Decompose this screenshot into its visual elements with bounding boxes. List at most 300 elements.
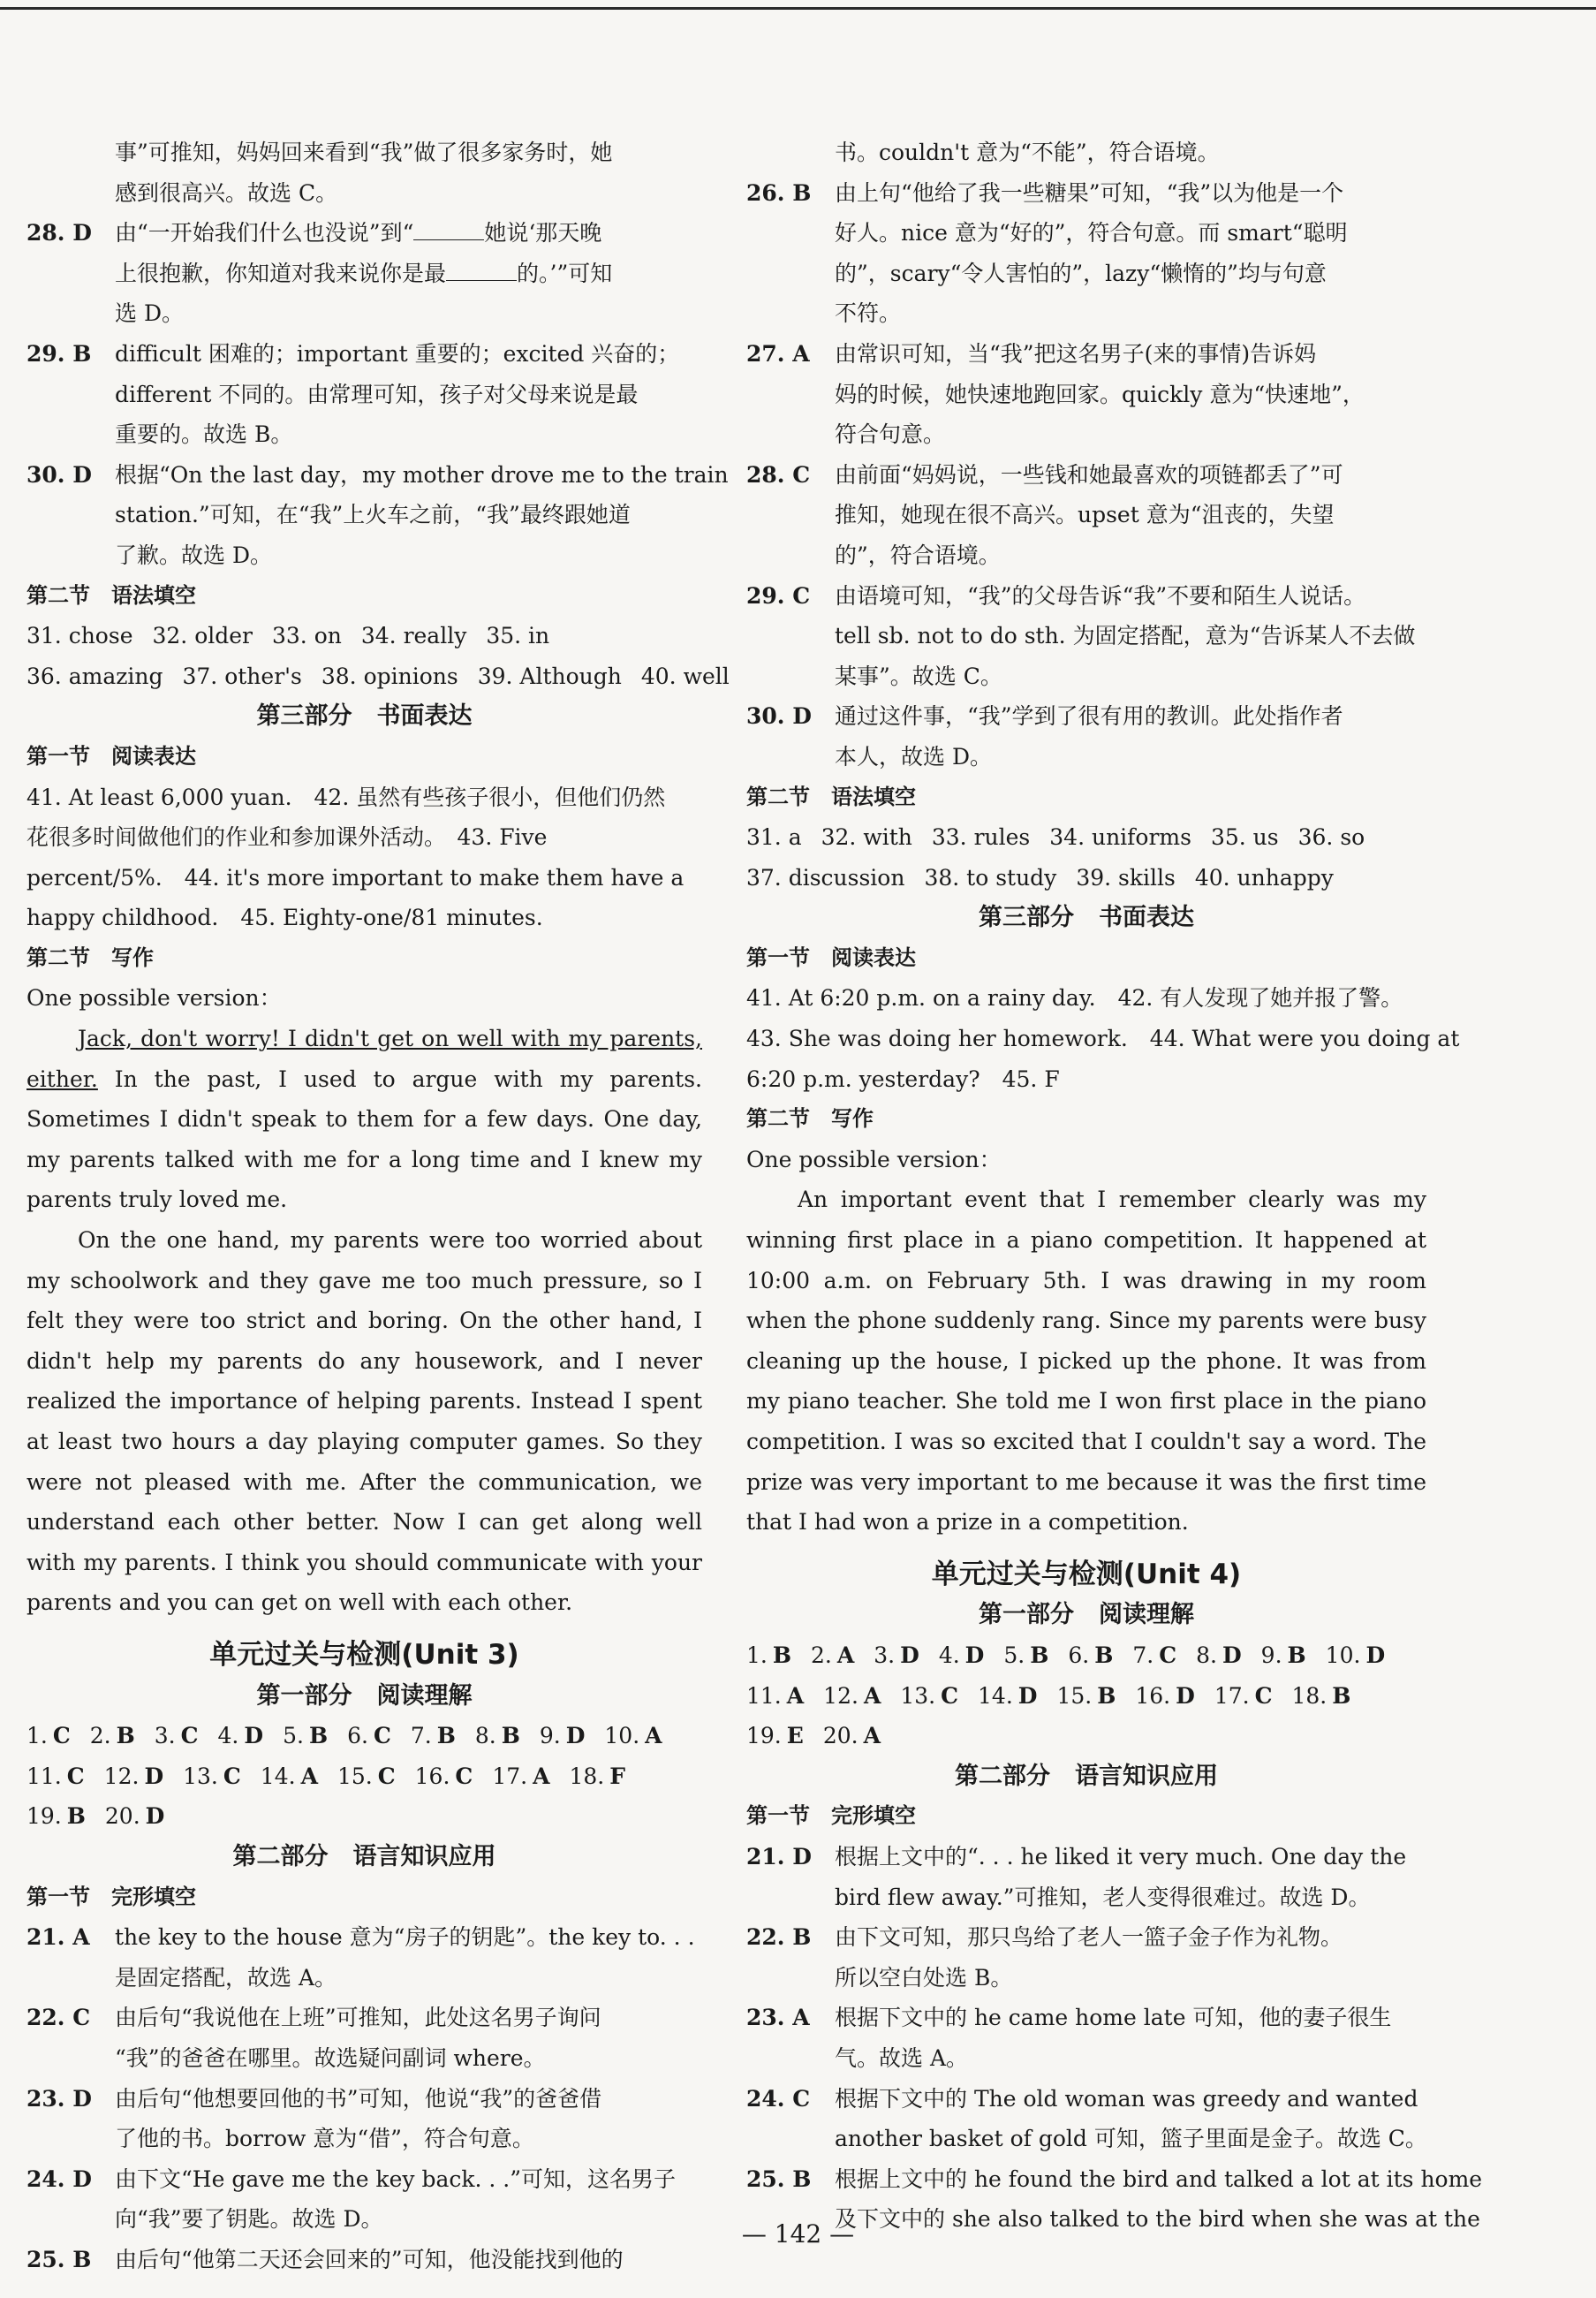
answer-cell-number: 18. — [1291, 1682, 1327, 1709]
part-title: 书面表达 — [376, 702, 473, 731]
answer-cell-letter: B — [1030, 1642, 1049, 1668]
section-heading-writing — [26, 938, 702, 979]
answer-number: 21. A — [26, 1924, 90, 1951]
blank-line — [413, 222, 484, 240]
answer-number: 30. D — [26, 461, 92, 488]
grammar-answers-row — [26, 616, 702, 656]
text-line: 是固定搭配，故选 A。 — [115, 1964, 337, 1991]
answer-cell-letter: A — [836, 1642, 855, 1668]
grammar-answer: 36. so — [1297, 824, 1365, 851]
section-number: 第一节 — [746, 944, 810, 970]
answer-cell-letter: C — [1254, 1682, 1273, 1709]
underlined-text: Jack, don't worry! I didn't get on well with my parents, — [78, 1026, 702, 1052]
blank-line — [446, 262, 517, 281]
answer-number: 25. B — [746, 2165, 812, 2192]
answer-cell-number: 3. — [154, 1723, 176, 1749]
answer-cell-number: 14. — [978, 1682, 1013, 1709]
answer-cell-number: 8. — [1196, 1642, 1217, 1668]
answer-cell-letter: B — [66, 1803, 86, 1830]
answer-cell — [569, 1756, 625, 1797]
text-line: 由前面“妈妈说，一些钱和她最喜欢的项链都丢了”可 — [835, 461, 1343, 488]
grammar-answers-row — [26, 656, 730, 697]
answer-28 — [26, 213, 702, 334]
answer-cell-letter: C — [455, 1763, 473, 1789]
text-line: 向“我”要了钥匙。故选 D。 — [115, 2206, 383, 2233]
section-title: 语法填空 — [111, 582, 196, 608]
answer-cell-letter: D — [900, 1642, 919, 1668]
top-rule — [0, 7, 1596, 10]
answer-cell-letter: D — [1017, 1682, 1038, 1709]
section-heading-writing — [746, 1099, 1426, 1140]
answer-cell-letter: E — [786, 1723, 804, 1749]
grammar-answer: 32. older — [152, 623, 253, 649]
answer-cell-number: 20. — [822, 1723, 859, 1749]
text-line: station.”可知，在“我”上火车之前，“我”最终跟她道 — [115, 502, 631, 528]
answer-cell — [411, 1716, 456, 1756]
answer-cell-letter: D — [144, 1763, 164, 1789]
text-line: 了歉。故选 D。 — [115, 542, 272, 568]
grammar-answer: 40. unhappy — [1194, 864, 1334, 891]
answer-cell — [337, 1756, 396, 1797]
answer-cell-letter: A — [533, 1763, 550, 1789]
answer-cell-letter: A — [786, 1682, 805, 1709]
text-line: 由下文“He gave me the key back. . .”可知，这名男子 — [115, 2165, 677, 2192]
section-heading-cloze — [746, 1796, 1426, 1837]
answer-cell-number: 9. — [1260, 1642, 1282, 1668]
answer-cell-letter: D — [1365, 1642, 1386, 1668]
part-number: 第三部分 — [979, 904, 1074, 932]
answer-number: 25. B — [26, 2246, 92, 2272]
underlined-text: either. — [26, 1066, 98, 1092]
part-title: 阅读理解 — [1099, 1601, 1194, 1629]
answer-cell — [90, 1716, 135, 1756]
part-heading-language — [26, 1837, 702, 1877]
sample-label: One possible version： — [26, 985, 282, 1012]
answer-number: 21. D — [746, 1843, 812, 1869]
answer-cell — [874, 1635, 919, 1676]
answer-cell-number: 3. — [874, 1642, 896, 1668]
part-heading-writing — [26, 696, 702, 737]
section-title: 完形填空 — [831, 1803, 916, 1829]
answer-number: 22. B — [746, 1924, 812, 1951]
grammar-answer: 39. Although — [477, 663, 622, 689]
answers-row — [26, 1756, 702, 1797]
answer-number: 28. C — [746, 461, 811, 488]
answer-cell — [155, 1716, 199, 1756]
answer-cell-letter: B — [436, 1723, 456, 1749]
text-line: 6:20 p.m. yesterday? 45. F — [746, 1066, 1060, 1092]
answer-cell-number: 5. — [283, 1723, 304, 1749]
answer-27-continued — [26, 133, 702, 213]
answer-cell — [1135, 1676, 1194, 1717]
answer-number: 22. C — [26, 2005, 91, 2031]
right-column — [746, 133, 1483, 2240]
answer-cell-number: 12. — [823, 1682, 859, 1709]
text-fragment: 由“一开始我们什么也没说”到“ — [115, 220, 414, 246]
answer-cell-letter: B — [308, 1723, 329, 1749]
answer-cell-letter: B — [116, 1723, 135, 1749]
answer-cell — [415, 1756, 473, 1797]
section-number: 第一节 — [26, 1884, 90, 1909]
grammar-answer: 35. us — [1210, 824, 1279, 851]
text-line: 重要的。故选 B。 — [115, 421, 293, 448]
grammar-answer: 33. on — [272, 623, 342, 649]
text-line: 的”，scary“令人害怕的”，lazy“懒惰的”均与句意 — [835, 260, 1327, 286]
section-title: 写作 — [111, 944, 154, 970]
answer-cell-letter: B — [1287, 1642, 1306, 1668]
answer-cell — [283, 1716, 328, 1756]
answer-cell-number: 4. — [938, 1642, 960, 1668]
answer-cell-letter: C — [66, 1763, 85, 1789]
part-number: 第一部分 — [979, 1601, 1074, 1629]
text-line: another basket of gold 可知，篮子里面是金子。故选 C。 — [835, 2126, 1427, 2152]
answer-cell-number: 4. — [217, 1723, 239, 1749]
text-line: 妈的时候，她快速地跑回家。quickly 意为“快速地”， — [835, 381, 1365, 407]
text-line: 由下文可知，那只鸟给了老人一篮子金子作为礼物。 — [835, 1924, 1343, 1951]
answer-cell-number: 15. — [1056, 1682, 1093, 1709]
text-line: 好人。nice 意为“好的”，符合句意。而 smart“聪明 — [835, 220, 1348, 246]
part-number: 第三部分 — [256, 702, 352, 731]
cloze-answer-21 — [746, 1837, 1426, 1917]
answer-cell — [105, 1796, 164, 1837]
answer-cell-number: 19. — [26, 1803, 62, 1830]
answer-number: 24. C — [746, 2085, 811, 2112]
answer-cell — [26, 1796, 86, 1837]
answer-cell — [1003, 1635, 1048, 1676]
section-heading-reading — [26, 737, 702, 777]
text-line: 推知，她现在很不高兴。upset 意为“沮丧的，失望 — [835, 502, 1335, 528]
part-title: 语言知识应用 — [352, 1842, 496, 1870]
page-number: — 142 — — [741, 2219, 855, 2249]
section-title: 语法填空 — [831, 784, 916, 809]
answer-cell — [347, 1716, 391, 1756]
essay-paragraph: On the one hand, my parents were too worried about my schoolwork and they gave me too much pressure, so I felt they were too strict and boring. On the other hand, I didn't help my parents do any housework, and I never realized the importance of helping parents. Instead I spent at least two hours a day playing computer games. So they were not pleased with me. After the communication, we understand each other better. Now I can get along well with my parents. I think you should communicate with your parents and you can get on well with each other. — [26, 1227, 702, 1616]
section-number: 第二节 — [746, 784, 810, 809]
answer-cell — [978, 1676, 1037, 1717]
answer-cell-letter: C — [52, 1723, 71, 1749]
part-number: 第一部分 — [256, 1681, 352, 1710]
answer-cell — [1056, 1676, 1116, 1717]
part-title: 书面表达 — [1099, 904, 1194, 932]
answer-cell — [900, 1676, 958, 1717]
answer-cell — [261, 1756, 318, 1797]
cloze-answer-29 — [746, 576, 1426, 697]
text-line: 根据“On the last day，my mother drove me to the train — [115, 461, 729, 488]
part-number: 第二部分 — [232, 1842, 329, 1870]
grammar-answer: 37. discussion — [746, 864, 905, 891]
text-fragment: 的。’”可知 — [517, 260, 613, 286]
section-heading-grammar — [746, 777, 1426, 818]
answer-cell-letter: A — [863, 1682, 881, 1709]
grammar-answer: 38. to study — [924, 864, 1057, 891]
answer-cell-letter: B — [1094, 1642, 1114, 1668]
grammar-answer: 31. a — [746, 824, 802, 851]
answer-cell-letter: C — [1159, 1642, 1177, 1668]
answer-cell — [746, 1676, 804, 1717]
cloze-answer-23 — [26, 2079, 702, 2159]
answer-number: 29. C — [746, 582, 811, 609]
text-line: 由上句“他给了我一些糖果”可知，“我”以为他是一个 — [835, 179, 1344, 206]
grammar-answer: 36. amazing — [26, 663, 163, 689]
cloze-answer-30 — [746, 696, 1426, 777]
answer-cell-letter: A — [863, 1723, 881, 1749]
answer-cell-number: 13. — [900, 1682, 936, 1709]
answer-cell-letter: D — [1176, 1682, 1195, 1709]
text-line: 本人，故选 D。 — [835, 743, 992, 770]
part-heading-writing — [746, 898, 1426, 938]
grammar-answer: 35. in — [486, 623, 550, 649]
answer-cell-letter: D — [1222, 1642, 1242, 1668]
cloze-answer-27 — [746, 334, 1426, 455]
answer-number: 23. D — [26, 2085, 92, 2112]
cloze-answer-28 — [746, 455, 1426, 576]
answer-cell-letter: C — [373, 1723, 391, 1749]
answer-cell-letter: D — [565, 1723, 586, 1749]
answer-cell — [218, 1716, 264, 1756]
text-line: 43. She was doing her homework. 44. What were you doing at — [746, 1026, 1460, 1052]
grammar-answers-row — [746, 817, 1426, 858]
answer-cell-letter: C — [223, 1763, 241, 1789]
answer-cell-number: 18. — [569, 1763, 605, 1789]
cloze-answer-24 — [746, 2079, 1426, 2159]
section-number: 第一节 — [26, 743, 90, 769]
answers-row — [746, 1716, 1426, 1756]
part-title: 阅读理解 — [376, 1681, 473, 1710]
answer-cell-number: 19. — [746, 1723, 782, 1749]
answer-cell-number: 16. — [1135, 1682, 1171, 1709]
text-line: 了他的书。borrow 意为“借”，符合句意。 — [115, 2126, 534, 2152]
answer-cell — [492, 1756, 549, 1797]
section-number: 第二节 — [746, 1106, 810, 1132]
answer-cell-letter: B — [1097, 1682, 1116, 1709]
grammar-answer: 38. opinions — [321, 663, 458, 689]
unit-title: 单元过关与检测(Unit 4) — [931, 1558, 1242, 1590]
answer-cell-number: 1. — [746, 1642, 768, 1668]
answer-number: 28. D — [26, 220, 92, 246]
grammar-answer: 34. really — [360, 623, 467, 649]
answer-cell-letter: C — [941, 1682, 959, 1709]
answer-cell — [1132, 1635, 1176, 1676]
text-line: 感到很高兴。故选 C。 — [115, 179, 338, 206]
text-line: happy childhood. 45. Eighty-one/81 minutes. — [26, 905, 543, 931]
text-line: 不符。 — [835, 300, 902, 327]
text-line: 根据下文中的 The old woman was greedy and wanted — [835, 2085, 1418, 2112]
answer-cell — [939, 1635, 985, 1676]
answer-cell-number: 15. — [337, 1763, 373, 1789]
text-line: 事”可推知，妈妈回来看到“我”做了很多家务时，她 — [115, 140, 613, 165]
grammar-answer: 34. uniforms — [1049, 824, 1191, 851]
grammar-answers-row — [746, 858, 1426, 899]
section-number: 第一节 — [746, 1803, 810, 1829]
answer-cell — [823, 1676, 881, 1717]
section-title: 写作 — [831, 1106, 874, 1132]
text-fragment: 她说‘那天晚 — [484, 220, 602, 246]
unit-title: 单元过关与检测(Unit 3) — [209, 1638, 519, 1671]
part-heading-language — [746, 1756, 1426, 1797]
answer-cell-number: 16. — [414, 1763, 450, 1789]
answer-cell-number: 10. — [604, 1723, 640, 1749]
section-number: 第二节 — [26, 582, 90, 608]
answer-cell-letter: B — [501, 1723, 520, 1749]
text-line: bird flew away.”可推知，老人变得很难过。故选 D。 — [835, 1884, 1371, 1910]
answer-cell-number: 17. — [1214, 1682, 1250, 1709]
text-line: 所以空白处选 B。 — [835, 1964, 1013, 1991]
answer-cell-number: 20. — [104, 1803, 140, 1830]
answer-cell-number: 6. — [1068, 1642, 1090, 1668]
essay-paragraph — [26, 1019, 702, 1220]
text-line: 根据上文中的“. . . he liked it very much. One day the — [835, 1843, 1407, 1869]
answer-cell-number: 12. — [103, 1763, 140, 1789]
answers-row — [26, 1796, 702, 1837]
answer-cell — [26, 1756, 85, 1797]
text-line: 选 D。 — [115, 300, 184, 327]
answer-number: 26. B — [746, 179, 812, 206]
grammar-answer: 33. rules — [931, 824, 1031, 851]
answer-number: 23. A — [746, 2005, 810, 2031]
answer-29 — [26, 334, 702, 455]
part-number: 第二部分 — [955, 1762, 1050, 1790]
cloze-answer-22 — [746, 1917, 1426, 1998]
answer-number: 27. A — [746, 340, 810, 367]
text-line: 符合句意。 — [835, 421, 946, 448]
answer-cell — [1068, 1635, 1113, 1676]
answer-cell-number: 5. — [1003, 1642, 1025, 1668]
part-title: 语言知识应用 — [1075, 1762, 1218, 1790]
text-line — [115, 213, 702, 254]
section-title: 阅读表达 — [111, 743, 196, 769]
answer-cell — [183, 1756, 241, 1797]
answer-cell — [811, 1635, 854, 1676]
answer-cell — [104, 1756, 163, 1797]
cloze-answer-26 — [746, 173, 1426, 334]
section-title: 完形填空 — [111, 1884, 196, 1909]
section-title: 阅读表达 — [831, 944, 916, 970]
sample-label: One possible version： — [746, 1146, 1002, 1172]
answer-cell-number: 2. — [89, 1723, 111, 1749]
answer-30 — [26, 455, 729, 576]
answer-cell — [1326, 1635, 1385, 1676]
text-line: “我”的爸爸在哪里。故选疑问副词 where。 — [115, 2044, 546, 2071]
answer-cell-letter: D — [964, 1642, 985, 1668]
answer-cell-number: 7. — [1132, 1642, 1154, 1668]
answer-cell-number: 1. — [26, 1723, 48, 1749]
section-heading-grammar — [26, 576, 702, 617]
answer-cell — [823, 1716, 881, 1756]
text-line: 由常识可知，当“我”把这名男子(来的事情)告诉妈 — [835, 340, 1317, 367]
answer-cell-number: 11. — [746, 1682, 782, 1709]
grammar-answer: 40. well — [640, 663, 730, 689]
section-heading-reading — [746, 938, 1426, 979]
text-line: 某事”。故选 C。 — [835, 663, 1002, 689]
section-number: 第二节 — [26, 944, 90, 970]
text-line: 的”，符合语境。 — [835, 542, 1001, 568]
answers-row — [746, 1676, 1426, 1717]
text-line: 41. At 6:20 p.m. on a rainy day. 42. 有人发现了她并报了警。 — [746, 985, 1403, 1012]
answer-cell-letter: C — [180, 1723, 199, 1749]
answer-cell-number: 6. — [347, 1723, 368, 1749]
grammar-answer: 39. skills — [1076, 864, 1176, 891]
answer-cell — [1214, 1676, 1273, 1717]
text-line: 41. At least 6,000 yuan. 42. 虽然有些孩子很小，但他们仍然 — [26, 784, 666, 810]
answer-cell — [604, 1716, 662, 1756]
text-line: tell sb. not to do sth. 为固定搭配，意为“告诉某人不去做 — [835, 623, 1416, 649]
answer-cell-number: 11. — [26, 1763, 62, 1789]
part-heading-reading — [26, 1676, 702, 1717]
answer-cell-number: 7. — [410, 1723, 432, 1749]
answer-cell-number: 8. — [474, 1723, 496, 1749]
text-line: the key to the house 意为“房子的钥匙”。the key to. . . — [115, 1924, 695, 1951]
text-line: 及下文中的 she also talked to the bird when she was at the — [835, 2206, 1480, 2233]
answer-cell — [1196, 1635, 1242, 1676]
essay-text: In the past, I used to argue with my parents. Sometimes I didn't speak to them for a few days. One day, my parents talked with me for a long time and I knew my parents truly loved me. — [26, 1066, 702, 1213]
text-line: 由后句“他第二天还会回来的”可知，他没能找到他的 — [115, 2246, 624, 2272]
answer-cell-letter: C — [377, 1763, 396, 1789]
answers-row — [26, 1716, 702, 1756]
answer-cell — [1261, 1635, 1306, 1676]
answers-row — [746, 1635, 1426, 1676]
text-line: different 不同的。由常理可知，孩子对父母来说是最 — [115, 381, 639, 407]
answer-cell — [475, 1716, 520, 1756]
answer-cell-number: 2. — [811, 1642, 832, 1668]
answer-number: 24. D — [26, 2165, 92, 2192]
answer-cell-letter: B — [1332, 1682, 1351, 1709]
grammar-answer: 37. other's — [182, 663, 302, 689]
answer-cell — [26, 1716, 71, 1756]
answer-cell — [746, 1716, 804, 1756]
answer-cell-letter: D — [244, 1723, 264, 1749]
answer-cell — [540, 1716, 586, 1756]
answer-cell-number: 9. — [539, 1723, 561, 1749]
cloze-answer-23 — [746, 1998, 1426, 2078]
answer-cell — [1292, 1676, 1351, 1717]
answer-cell-number: 13. — [183, 1763, 218, 1789]
answer-cell-letter: B — [772, 1642, 791, 1668]
left-column — [26, 133, 730, 2279]
text-line: 通过这件事，“我”学到了很有用的教训。此处指作者 — [835, 703, 1343, 730]
text-line: difficult 困难的；important 重要的；excited 兴奋的； — [115, 340, 680, 367]
text-fragment: 上很抱歉，你知道对我来说你是最 — [115, 260, 447, 286]
answer-cell-letter: A — [645, 1723, 662, 1749]
cloze-answer-21 — [26, 1917, 702, 1998]
cloze-answer-22 — [26, 1998, 702, 2078]
answer-cell-number: 17. — [492, 1763, 528, 1789]
answer-cell-number: 10. — [1325, 1642, 1361, 1668]
answer-number: 29. B — [26, 340, 92, 367]
text-line: 由后句“他想要回他的书”可知，他说“我”的爸爸借 — [115, 2085, 602, 2112]
text-line: 气。故选 A。 — [835, 2044, 969, 2071]
grammar-answer: 32. with — [821, 824, 912, 851]
text-line: percent/5%. 44. it's more important to make them have a — [26, 864, 685, 891]
answer-cell — [746, 1635, 791, 1676]
answer-cell-letter: D — [145, 1803, 165, 1830]
text-line: 书。couldn't 意为“不能”，符合语境。 — [835, 140, 1220, 165]
text-line: 花很多时间做他们的作业和参加课外活动。 43. Five — [26, 824, 548, 851]
essay-paragraph: An important event that I remember clearly was my winning first place in a piano competition. It happened at 10:00 a.m. on February 5th. I was drawing in my room when the phone suddenly rang. Since my parents were busy cleaning up the house, I picked up the phone. It was from my piano teacher. She told me I won first place in the piano competition. I was so excited that I couldn't say a word. The prize was very important to me because it was the first time that I had won a prize in a competition. — [746, 1187, 1426, 1536]
text-line — [115, 254, 702, 294]
answer-cell-letter: F — [609, 1763, 625, 1789]
part-heading-reading — [746, 1595, 1426, 1635]
text-line: 根据下文中的 he came home late 可知，他的妻子很生 — [835, 2005, 1392, 2031]
section-heading-cloze — [26, 1877, 702, 1918]
answer-number: 30. D — [746, 703, 812, 730]
answer-cell-letter: A — [300, 1763, 318, 1789]
text-line: 由语境可知，“我”的父母告诉“我”不要和陌生人说话。 — [835, 582, 1366, 609]
answer-cell-number: 14. — [260, 1763, 296, 1789]
grammar-answer: 31. chose — [26, 623, 133, 649]
cloze-answer-25-continued — [746, 133, 1426, 173]
text-line: 根据上文中的 he found the bird and talked a lot at its home — [835, 2165, 1483, 2192]
text-line: 由后句“我说他在上班”可推知，此处这名男子询问 — [115, 2005, 601, 2031]
